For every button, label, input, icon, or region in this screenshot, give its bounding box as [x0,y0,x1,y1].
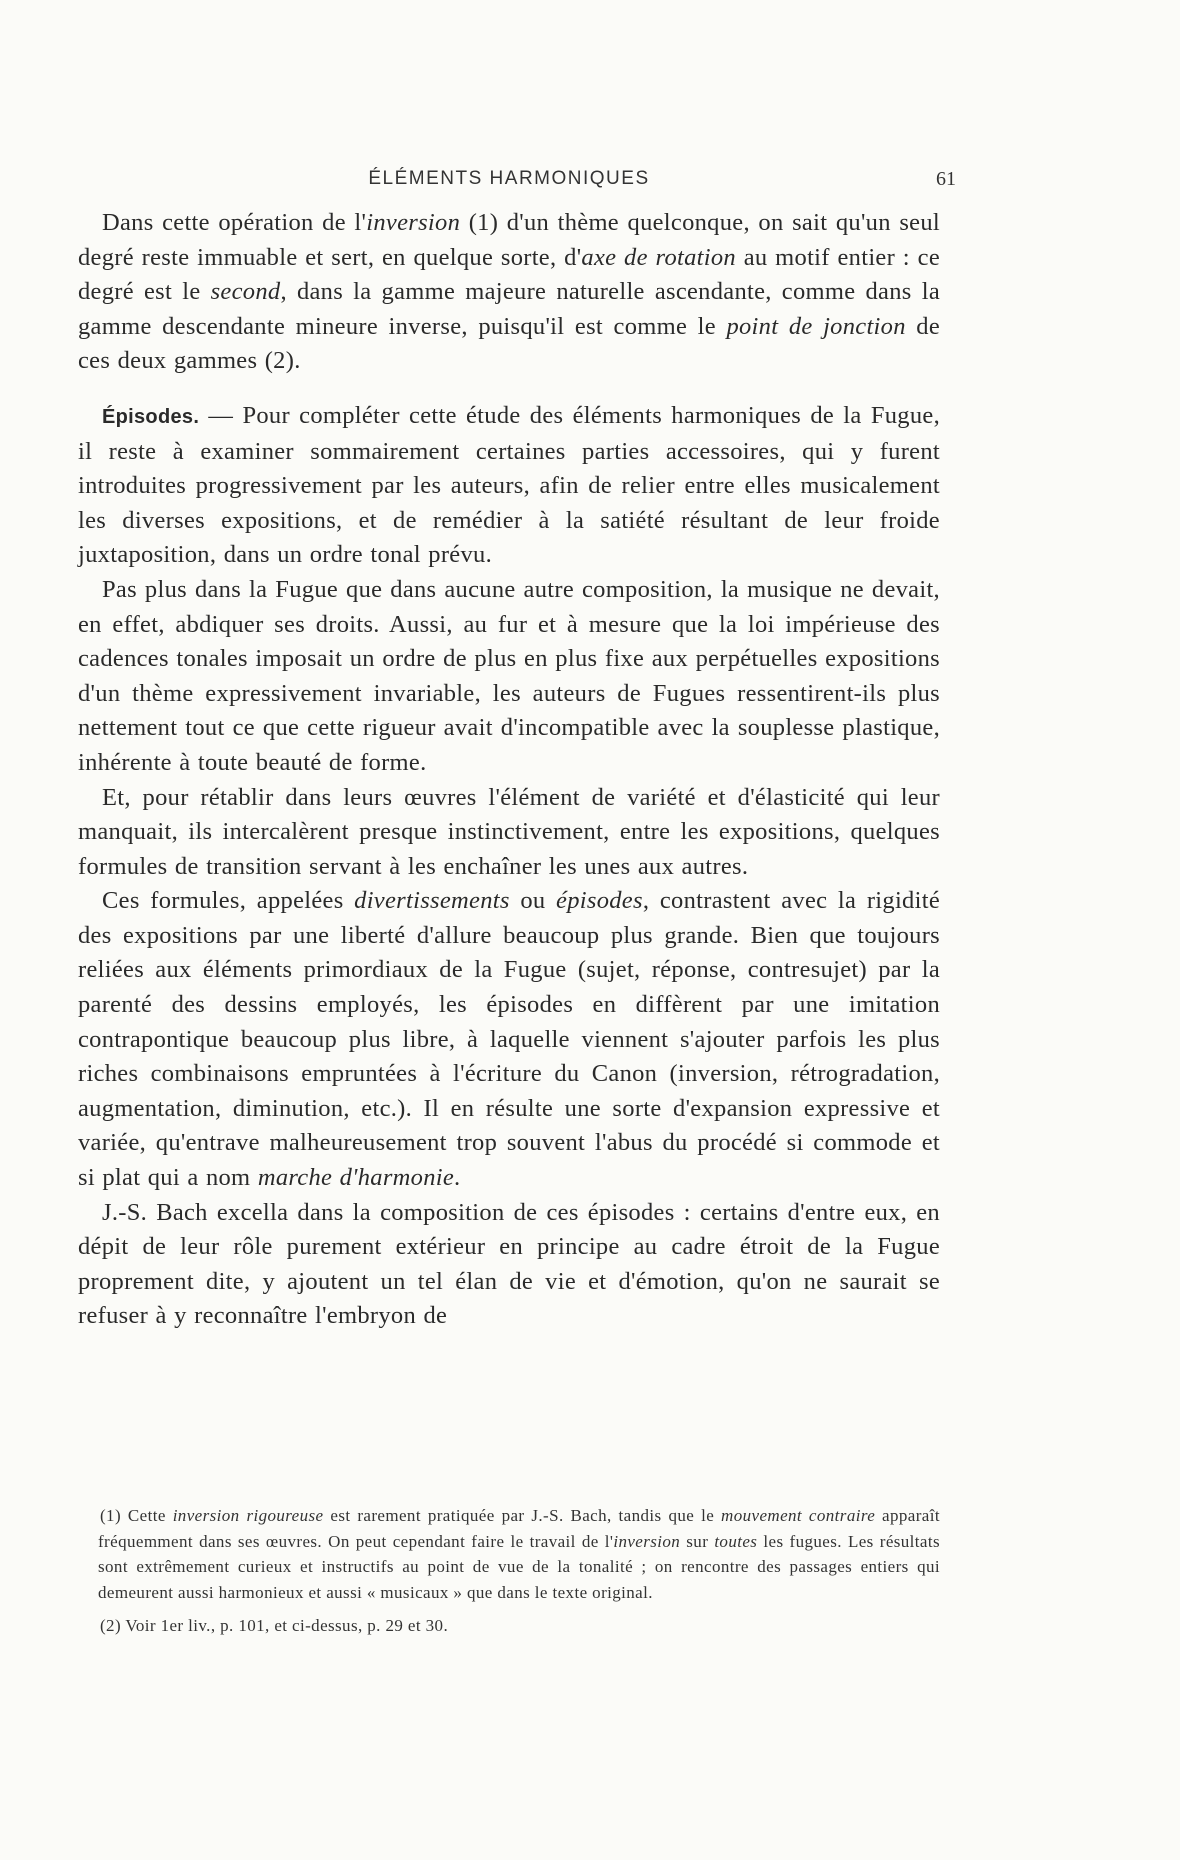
text-run: Ces formules, appelées [102,887,355,915]
paragraph: J.-S. Bach excella dans la composition de ces épisodes : certains d'entre eux, en dépit de leur rôle purement extérieur en principe au cadre étroit de la Fugue proprement dite, y ajoutent un tel élan de vie et d'émotion, qu'on ne saurait se refuser à y reconnaître l'embryon de [78,1198,940,1330]
text-run: de ces deux gammes (2). [78,312,941,375]
paragraph: Pas plus dans la Fugue que dans aucune autre composition, la musique ne devait, en effet, abdiquer ses droits. Aussi, au fur et à mesure que la loi impérieuse des cadences tonales imposait un ordre de plus en plus fixe aux perpétuelles expositions d'un thème expressivement invariable, les auteurs de Fugues ressentirent-ils plus nettement tout ce que cette rigueur avait d'incompatible avec la souplesse plastique, inhérente à toute beauté de forme. [78,575,940,776]
italic-term: épisodes [556,887,643,915]
text-run: . [454,1164,461,1192]
footnote-2: (2) Voir 1er liv., p. 101, et ci-dessus, p. 29 et 30. [100,1616,449,1635]
text-run: — Pour compléter cette étude des éléments harmoniques de la Fugue, il reste à examiner sommairement certaines parties accessoires, qui y furent introduites progressivement par les auteurs, afin de relier entre elles musicalement les diverses expositions, et de remédier à la satiété résultant de leur froide juxtaposition, dans un ordre tonal prévu. [78,401,940,569]
text-run: apparaît fréquemment dans ses œuvres. On peut cependant faire le travail de l' [98,1506,941,1551]
paragraph: Et, pour rétablir dans leurs œuvres l'élément de variété et d'élasticité qui leur manquait, ils intercalèrent presque instinctivement, entre les expositions, quelques formules de transition servant à les enchaîner les unes aux autres. [78,783,940,880]
italic-term: second [210,278,281,306]
main-text [78,206,940,1334]
text-run: , dans la gamme majeure naturelle ascendante, comme dans la gamme descendante mineure inverse, puisqu'il est comme le [78,278,940,340]
section-heading: Épisodes. [102,405,200,428]
page-number: 61 [936,168,956,190]
text-run: , contrastent avec la rigidité des expositions par une liberté d'allure beaucoup plus grande. Bien que toujours reliées aux éléments primordiaux de la Fugue (sujet, réponse, contresujet) par la parenté des dessins employés, les épisodes en diffèrent par une imitation contrapontique beaucoup plus libre, à laquelle viennent s'ajouter parfois les plus riches combinaisons empruntées à l'écriture du Canon (inversion, rétrogradation, augmentation, diminution, etc.). Il en résulte une sorte d'expansion expressive et variée, qu'entrave malheureusement trop souvent l'abus du procédé si commode et si plat qui a nom [78,887,940,1192]
italic-term: inversion [366,209,461,236]
italic-term: toutes [714,1531,758,1551]
text-run: (1) d'un thème quelconque, on sait qu'un seul degré reste immuable et sert, en quelque sorte, d' [78,209,940,271]
italic-term: inversion [613,1531,681,1551]
running-head-title: ÉLÉMENTS HARMONIQUES [368,168,650,189]
italic-term: inversion rigoureuse [172,1506,324,1525]
italic-term: mouvement contraire [721,1506,876,1525]
text-run: sur [680,1531,715,1551]
text-run: Dans cette opération de l' [102,209,367,236]
italic-term: marche d'harmonie [257,1164,455,1192]
italic-term: point de jonction [726,312,906,340]
paragraph-divertissements [78,884,940,1195]
text-run: au motif entier : ce degré est le [78,243,940,306]
text-run: ou [509,887,557,915]
running-head [78,168,956,198]
footnotes [98,1503,940,1639]
italic-term: axe de rotation [581,243,736,271]
text-run: est rarement pratiquée par J.-S. Bach, tandis que le [323,1506,722,1525]
italic-term: divertissements [354,887,510,915]
paragraph-inversion [78,206,940,379]
footnote-1 [98,1503,940,1605]
text-run: (1) Cette [100,1506,173,1525]
text-run: les fugues. Les résultats sont extrêmement curieux et instructifs au point de vue de la tonalité ; on rencontre des passages entiers qui demeurent aussi harmonieux et aussi « musicaux » que dans le texte original. [98,1531,941,1602]
paragraph-episodes [78,399,940,573]
